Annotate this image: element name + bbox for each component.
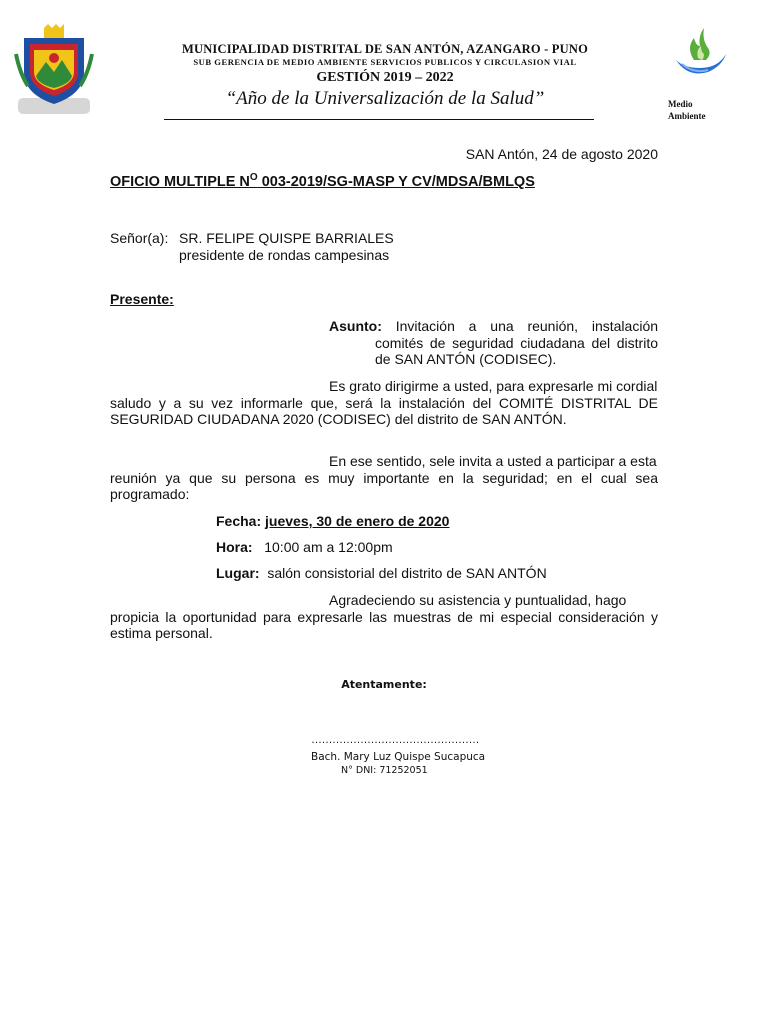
header-divider bbox=[164, 119, 594, 120]
paragraph-intro-first-line: Es grato dirigirme a usted, para expresarle mi cordial bbox=[329, 378, 658, 394]
meeting-place-value: salón consistorial del distrito de SAN ANTÓN bbox=[267, 565, 547, 581]
gestion-years: GESTIÓN 2019 – 2022 bbox=[316, 70, 454, 85]
signature-line: ………………………………………… bbox=[311, 734, 479, 746]
paragraph-invitation-first-line: En ese sentido, sele invita a usted a participar a esta bbox=[329, 453, 657, 469]
municipal-crest-icon bbox=[14, 24, 94, 116]
municipality-title: MUNICIPALIDAD DISTRITAL DE SAN ANTÓN, AZANGARO - PUNO bbox=[181, 42, 588, 56]
oficio-superscript: O bbox=[249, 172, 258, 183]
recipient-role: presidente de rondas campesinas bbox=[179, 247, 390, 263]
meeting-time bbox=[216, 539, 393, 556]
meeting-date-value: jueves, 30 de enero de 2020 bbox=[265, 513, 450, 529]
paragraph-closing-body: propicia la oportunidad para expresarle las muestras de mi especial consideración y estima personal. bbox=[110, 608, 658, 641]
subgerencia-subtitle: SUB GERENCIA DE MEDIO AMBIENTE SERVICIOS PUBLICOS Y CIRCULASION VIAL bbox=[193, 57, 577, 67]
meeting-place-label: Lugar: bbox=[216, 565, 260, 581]
paragraph-invitation-body: reunión ya que su persona es muy importante en la seguridad; en el cual sea programado: bbox=[110, 469, 658, 502]
meeting-time-label: Hora: bbox=[216, 539, 253, 555]
oficio-number bbox=[110, 172, 535, 190]
environment-label: Medio Ambiente bbox=[668, 99, 706, 121]
year-motto: “Año de la Universalización de la Salud” bbox=[225, 88, 545, 109]
closing-salutation: Atentamente: bbox=[341, 678, 427, 691]
recipient-block bbox=[179, 230, 394, 264]
environment-flame-icon bbox=[668, 24, 730, 86]
oficio-code: 003-2019/SG-MASP Y CV/MDSA/BMLQS bbox=[257, 174, 535, 190]
salutation-label: Señor(a): bbox=[110, 230, 169, 246]
meeting-place bbox=[216, 565, 547, 582]
paragraph-closing bbox=[110, 592, 658, 642]
signer-name: Bach. Mary Luz Quispe Sucapuca bbox=[311, 751, 486, 763]
paragraph-invitation bbox=[110, 453, 658, 503]
subject-block bbox=[329, 318, 658, 368]
paragraph-closing-first-line: Agradeciendo su asistencia y puntualidad, hago bbox=[329, 592, 627, 608]
recipient-name: SR. FELIPE QUISPE BARRIALES bbox=[179, 230, 394, 246]
letter-date: SAN Antón, 24 de agosto 2020 bbox=[465, 146, 658, 162]
meeting-date-label: Fecha: bbox=[216, 513, 262, 529]
presente-label: Presente: bbox=[110, 291, 174, 307]
oficio-prefix: OFICIO MULTIPLE N bbox=[110, 174, 250, 190]
paragraph-intro bbox=[110, 378, 658, 428]
paragraph-intro-body: saludo y a su vez informarle que, será la instalación del COMITÉ DISTRITAL DE SEGURIDAD CIUDADANA 2020 (CODISEC) del distrito de SAN ANTÓN. bbox=[110, 394, 658, 427]
signer-dni: N° DNI: 71252051 bbox=[341, 765, 428, 776]
meeting-time-value: 10:00 am a 12:00pm bbox=[264, 539, 393, 555]
subject-continuation: comités de seguridad ciudadana del distrito de SAN ANTÓN (CODISEC). bbox=[375, 334, 658, 367]
subject-label: Asunto: bbox=[329, 318, 382, 334]
subject-line-1: Invitación a una reunión, instalación bbox=[395, 318, 659, 334]
meeting-date bbox=[216, 513, 449, 530]
